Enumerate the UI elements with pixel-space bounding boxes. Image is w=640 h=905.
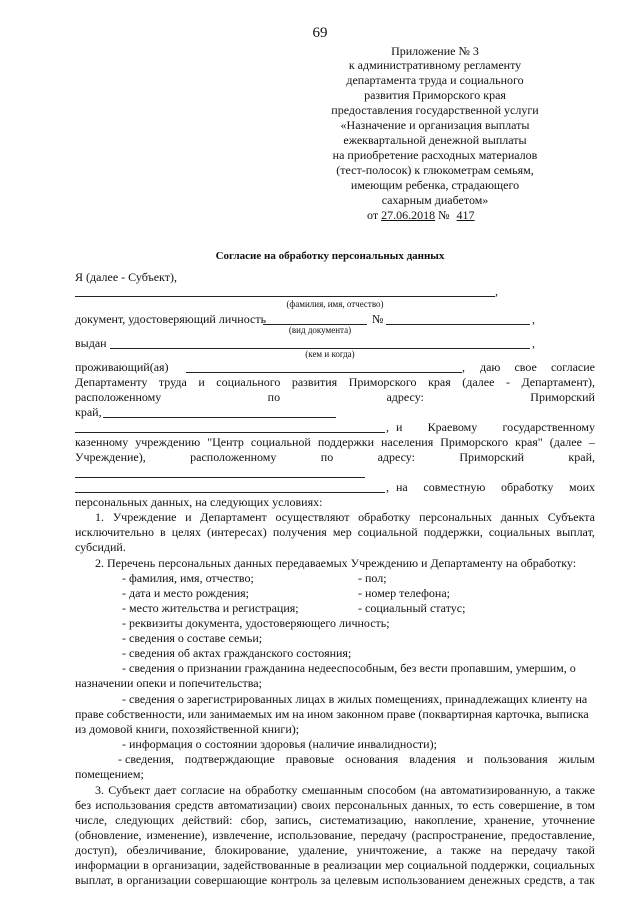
word: даю [480,360,501,374]
word: обезличивание, [126,843,206,857]
institution-line-4 [396,480,595,494]
word: персональных [334,798,408,812]
no-label: № [372,312,384,326]
word: выплат, [75,873,114,887]
comma: , [386,420,389,434]
word: уточнение [542,813,595,827]
residing-tail [480,360,595,374]
word: Департамент), [521,375,595,389]
word: уничтожение, [356,843,428,857]
word: мер [384,858,404,872]
word: (интересах) [206,525,267,539]
word: по [267,390,281,404]
word: автоматизированную, [440,783,552,797]
word: - сведения, [118,752,174,766]
fio-line [75,296,495,297]
word: следующих [115,813,175,827]
word: социального [216,375,281,389]
word: в [566,798,573,812]
word: Учреждение), [75,450,146,464]
word: исключительно [75,525,154,539]
caption-doc-type: (вид документа) [288,325,352,335]
word: труда [158,375,187,389]
word: согласие [180,783,225,797]
institution-line-3 [75,450,595,464]
word: социальной [357,525,418,539]
appendix-line: сахарным диабетом» [381,193,489,207]
clause2-intro: 2. Перечень персональных данных передаваемых Учреждению и Департаменту на обработку: [95,556,577,570]
word: жилым [558,752,595,766]
word: (далее [462,375,495,389]
clause3-line-3 [75,813,595,827]
appendix-line: (тест-полосок) к глюкометрам семьям, [336,163,534,177]
institution-line-5: персональных данных, на следующих условиях: [75,495,323,509]
word: совершающие [194,873,268,887]
comma: , [532,336,535,350]
word: поддержки [317,435,374,449]
word: социальных [488,525,551,539]
appendix-line: имеющим ребенка, страдающего [350,178,520,192]
word: адресу: [377,450,415,464]
word: край, [568,450,595,464]
doc-label: документ, удостоверяющий личность [75,312,267,326]
word: совместную [423,480,486,494]
word: целях [171,525,201,539]
word: данных [500,510,540,524]
comma: , [532,312,535,326]
clause3-line-2 [75,798,595,812]
word: по [320,450,334,464]
word: пользования [484,752,548,766]
word: способом [367,783,417,797]
list-item: - номер телефона; [358,586,450,600]
word: реализации [322,858,382,872]
word: доступ), [75,843,118,857]
word: использования [95,798,171,812]
list-item: - фамилия, имя, отчество; [122,571,254,585]
word: средств [174,798,214,812]
comma: , [386,480,389,494]
word: в [117,873,123,887]
word: также [451,843,482,857]
list-item-cont: праве собственности, или занимаемых им на ином законном праве (поквартирная карточка, выписка [75,707,589,721]
appendix-line: предоставления государственной услуги [331,103,539,117]
word: информации [75,858,140,872]
word: – [588,435,595,449]
word: адресу: [386,390,424,404]
word: передачу [511,843,558,857]
word: задействованные [223,858,311,872]
word: удаление, [298,843,348,857]
word: выплат, [556,525,595,539]
appendix-line: на приобретение расходных материалов [332,148,538,162]
institution-line-2 [75,435,595,449]
word: обработку [358,510,411,524]
word: своих [301,798,331,812]
word: блокирование, [214,843,289,857]
word: социальных [533,858,595,872]
word: поддержки, [423,525,483,539]
word: средств, [524,873,566,887]
word: извлечение, [212,828,273,842]
appendix-number: 417 [456,208,475,222]
list-item: - пол; [358,571,387,585]
word: персональных [419,510,492,524]
word: мер [332,525,352,539]
word: действий: [182,813,233,827]
appendix-title: Приложение № 3 [391,44,479,58]
word: Департамент [200,510,267,524]
residing-line-4: край, [75,405,102,419]
list-item: - сведения о признании гражданина недееспособным, без вести пропавшим, умершим, о [122,661,576,675]
word: предоставление, [510,828,595,842]
word: использование, [277,828,356,842]
caption-fio: (фамилия, имя, отчество) [286,299,384,309]
word: поддержки, [470,858,530,872]
word: Краевому [427,420,478,434]
word: и [198,375,205,389]
appendix-line: «Назначение и организация выплаты [340,118,530,132]
clause3-line-7 [75,873,595,887]
list-item: - сведения о зарегистрированных лицах в жилых помещениях, принадлежащих клиенту на [122,692,588,706]
word: обработку [501,480,554,494]
clause3-line-1 [95,783,595,797]
clause1-line-3: субсидий. [75,540,126,554]
list-item: - дата и место рождения; [122,586,250,600]
list-item: - место жительства и регистрация; [122,601,299,615]
clause1-line-1 [95,510,595,524]
word: социальной [407,858,468,872]
page-number: 69 [312,25,328,41]
word: казенному [75,435,129,449]
word: также [564,783,595,797]
word: числе, [75,813,108,827]
list-item-cont: помещением; [75,767,144,781]
word: есть [472,798,495,812]
word: а [555,783,561,797]
word: смешанным [301,783,363,797]
list-item: - сведения об актах гражданского состояния; [122,646,352,660]
word: совершение, [498,798,563,812]
institution-address-line-2 [75,492,385,493]
word: Приморского [348,375,417,389]
word: правовые [285,752,335,766]
word: получения [272,525,327,539]
word: организации, [152,858,220,872]
list-item-cont: назначении опеки и попечительства; [75,676,262,690]
word: основания [345,752,399,766]
word: систематизацию, [319,813,407,827]
word: свое [514,360,537,374]
from-label: от [367,208,379,222]
list-item: - социальный статус; [358,601,466,615]
form-title: Согласие на обработку персональных данных [215,250,445,262]
clause3-line-6 [75,858,595,872]
word: сбор, [240,813,268,827]
word: целевым [334,873,379,887]
word: Учреждение [112,510,177,524]
word: на [490,843,503,857]
appendix-line: ежеквартальной денежной выплаты [343,133,527,147]
word: в [143,858,149,872]
residing-line-3 [75,390,595,404]
word: изменение), [146,828,208,842]
word: осуществляют [275,510,350,524]
institution-line-1 [396,420,595,434]
list-item: - реквизиты документа, удостоверяющего личность; [122,616,390,630]
word: Субъект [108,783,151,797]
issued-label: выдан [75,336,107,350]
subject-intro: Я (далее - Субъект), [75,270,177,284]
word: расположенному [75,390,162,404]
word: развития [291,375,338,389]
word: "Центр [207,435,244,449]
word: хранение, [484,813,535,827]
word: автоматизации) [217,798,297,812]
word: владения [409,752,456,766]
clause1-line-2 [75,525,595,539]
word: и [396,420,403,434]
word: обработку [245,783,298,797]
word: социальной [250,435,311,449]
appendix-date: 27.06.2018 [381,208,436,222]
word: контроль [270,873,318,887]
list-item-cont: из домовой книги, похозяйственной книги); [75,722,300,736]
word: передачу [360,828,407,842]
department-address-line [103,417,336,418]
word: Департаменту [75,375,148,389]
institution-address-line [75,477,365,478]
word: а [436,843,442,857]
word: данных, [411,798,454,812]
word: в [160,525,166,539]
word: края" [515,435,543,449]
appendix-line: к административному регламенту [348,58,522,72]
word: на [396,480,408,494]
word: (далее [549,435,582,449]
word: денежных [468,873,521,887]
word: так [578,873,595,887]
comma: , [495,284,498,298]
word: использованием [382,873,465,887]
comma: , [462,360,465,374]
clause3-line-4 [75,828,595,842]
word: дает [154,783,177,797]
word: накопление, [414,813,477,827]
list-item: - сведения о составе семьи; [122,631,263,645]
word: государственному [502,420,595,434]
number-label: № [438,208,450,222]
clause3-line-5 [75,843,595,857]
word: и [466,752,474,766]
word: а [569,873,575,887]
word: (распространение, [411,828,506,842]
word: запись, [275,813,312,827]
appendix-line: департамента труда и социального [346,73,524,87]
department-address-line-2 [75,432,385,433]
word: за [320,873,331,887]
word: 3. [95,783,104,797]
word: Субъекта [547,510,595,524]
word: то [457,798,469,812]
word: (на [420,783,437,797]
word: в [313,858,320,872]
word: согласие [550,360,595,374]
word: Приморского [440,435,509,449]
list-item: - информация о состоянии здоровья (наличие инвалидности); [122,737,437,751]
word: на [229,783,241,797]
word: 1. [95,510,104,524]
residing-line-2 [75,375,595,389]
word: учреждению [135,435,201,449]
appendix-date-row [367,208,487,222]
appendix-line: развития Приморского края [364,88,506,102]
word: без [75,798,92,812]
word: Приморский [530,390,595,404]
word: такой [566,843,595,857]
word: края [428,375,451,389]
caption-issued-by: (кем и когда) [305,349,355,359]
word: подтверждающие [184,752,275,766]
word: моих [568,480,595,494]
word: организации [126,873,191,887]
list-item [118,752,595,766]
word: - [505,375,510,389]
word: расположенному [190,450,277,464]
word: и [185,510,192,524]
word: (обновление, [75,828,142,842]
residing-address-line [186,372,462,373]
residing-label: проживающий(ая) [75,360,169,374]
doc-number-line [386,324,530,325]
word: том [576,798,595,812]
word: населения [381,435,434,449]
word: Приморский [459,450,525,464]
